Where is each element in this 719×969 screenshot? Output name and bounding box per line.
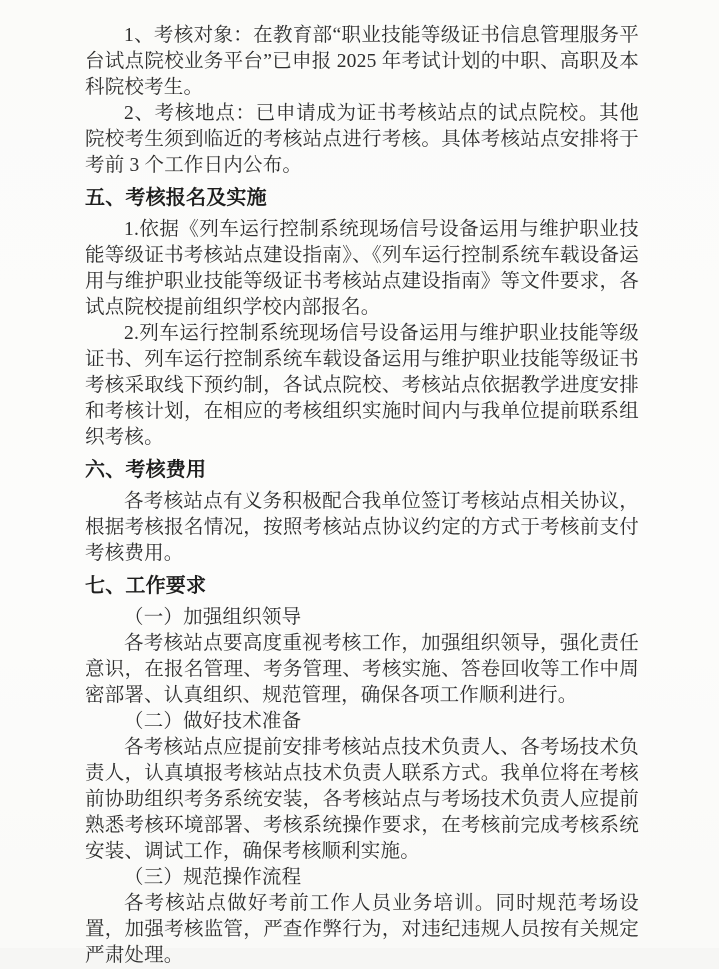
section-heading-work-requirements: 七、工作要求	[85, 575, 207, 597]
paragraph-registration-reservation: 2.列车运行控制系统现场信号设备运用与维护职业技能等级证书、列车运行控制系统车载设备运用与维护职业技能等级证书考核采取线下预约制，各试点院校、考核站点依据教学进度安排和考核计划，在相应的考核组织实施时间内与我单位提前联系组织考核。	[85, 323, 639, 448]
section-heading-fees: 六、考核费用	[85, 459, 207, 481]
subheading-technical-preparation: （二）做好技术准备	[124, 711, 302, 732]
paragraph-registration-basis: 1.依据《列车运行控制系统现场信号设备运用与维护职业技能等级证书考核站点建设指南》、《列车运行控制系统车载设备运用与维护职业技能等级证书考核站点建设指南》等文件要求，各试点院校提前组织学校内部报名。	[85, 219, 639, 318]
document-body	[85, 23, 639, 969]
paragraph-procedures-details: 各考核站点做好考前工作人员业务培训。同时规范考场设置，加强考核监管，严查作弊行为，对违纪违规人员按有关规定严肃处理。	[85, 893, 639, 966]
paragraph-assessment-target: 1、考核对象：在教育部“职业技能等级证书信息管理服务平台试点院校业务平台”已申报 2025 年考试计划的中职、高职及本科院校考生。	[85, 25, 639, 98]
subheading-standardize-procedures: （三）规范操作流程	[124, 867, 302, 888]
subheading-strengthen-leadership: （一）加强组织领导	[124, 607, 302, 628]
paragraph-leadership-details: 各考核站点要高度重视考核工作，加强组织领导，强化责任意识，在报名管理、考务管理、考核实施、答卷回收等工作中周密部署、认真组织、规范管理，确保各项工作顺利进行。	[85, 633, 639, 706]
paragraph-technical-details: 各考核站点应提前安排考核站点技术负责人、各考场技术负责人，认真填报考核站点技术负责人联系方式。我单位将在考核前协助组织考务系统安装，各考核站点与考场技术负责人应提前熟悉考核环境部署、考核系统操作要求，在考核前完成考核系统安装、调试工作，确保考核顺利实施。	[85, 737, 639, 862]
section-heading-registration: 五、考核报名及实施	[85, 187, 267, 209]
paragraph-assessment-location: 2、考核地点：已申请成为证书考核站点的试点院校。其他院校考生须到临近的考核站点进行考核。具体考核站点安排将于考前 3 个工作日内公布。	[85, 103, 639, 176]
paragraph-fees: 各考核站点有义务积极配合我单位签订考核站点相关协议，根据考核报名情况，按照考核站点协议约定的方式于考核前支付考核费用。	[85, 491, 639, 564]
